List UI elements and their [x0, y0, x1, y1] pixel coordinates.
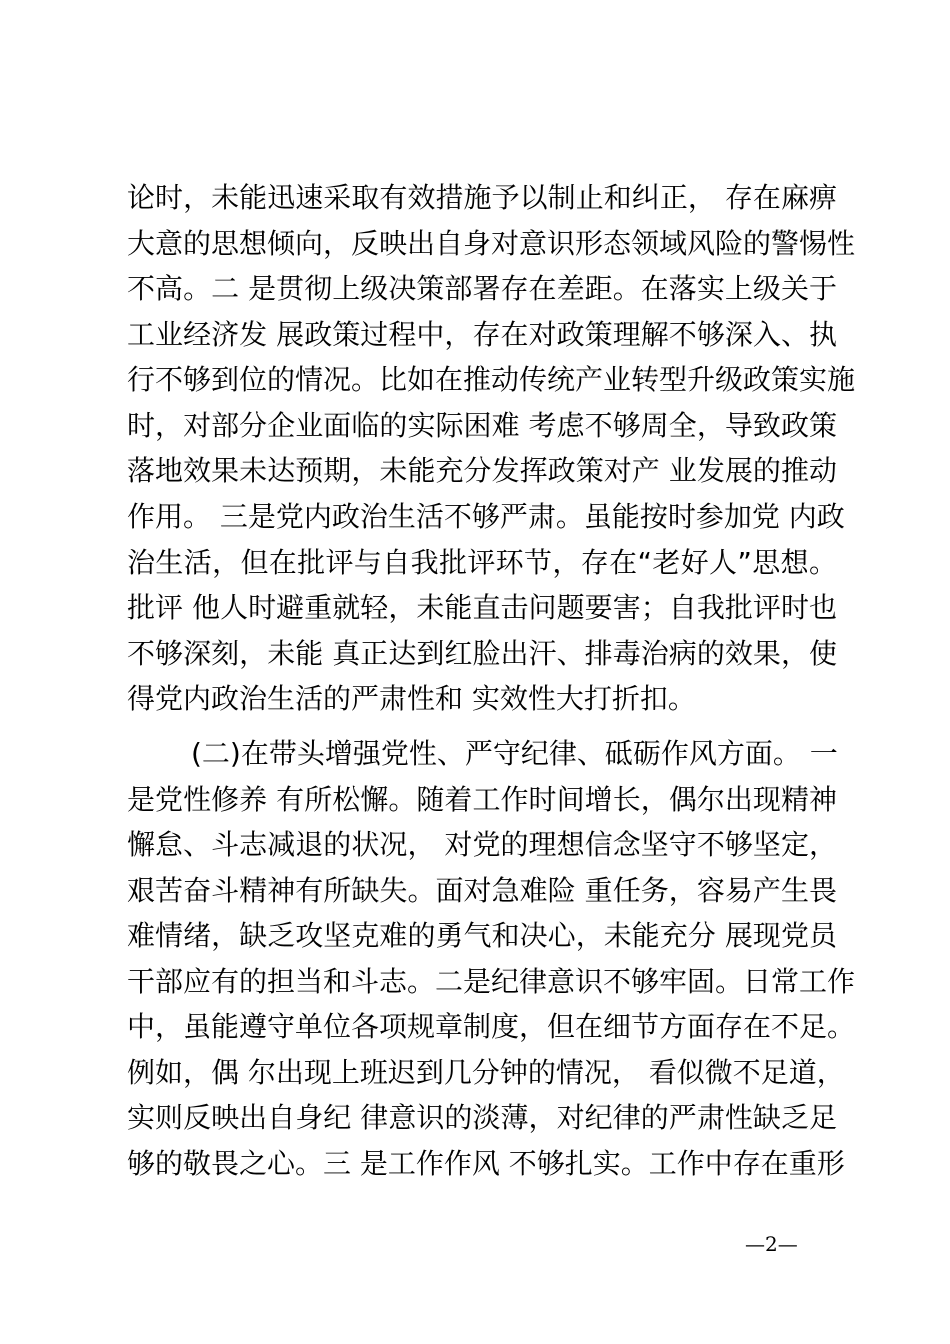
text-line: 论时，未能迅速采取有效措施予以制止和纠正， 存在麻痹	[127, 181, 837, 214]
text-line: 实则反映出自身纪 律意识的淡薄，对纪律的严肃性缺乏足	[127, 1101, 837, 1134]
text-line: 大意的思想倾向，反映出自身对意识形态领域风险的警惕性	[127, 227, 856, 260]
text-line: 批评 他人时避重就轻，未能直击问题要害；自我批评时也	[127, 591, 837, 624]
text-line: 够的敬畏之心。三 是工作作风 不够扎实。工作中存在重形	[127, 1147, 845, 1180]
text-line: 例如，偶 尔出现上班迟到几分钟的情况， 看似微不足道，	[127, 1056, 845, 1089]
text-line: 得党内政治生活的严肃性和 实效性大打折扣。	[127, 682, 696, 715]
text-line: 落地效果未达预期，未能充分发挥政策对产 业发展的推动	[127, 454, 837, 487]
text-line: 时，对部分企业面临的实际困难 考虑不够周全，导致政策	[127, 409, 837, 442]
page-number: —2—	[745, 1232, 798, 1256]
text-line: 不高。二 是贯彻上级决策部署存在差距。在落实上级关于	[127, 272, 837, 305]
text-line: 干部应有的担当和斗志。二是纪律意识不够牢固。日常工作	[127, 965, 856, 998]
text-line: 中，虽能遵守单位各项规章制度，但在细节方面存在不足。	[127, 1010, 856, 1043]
text-line: 行不够到位的情况。比如在推动传统产业转型升级政策实施	[127, 363, 856, 396]
text-line: 难情绪，缺乏攻坚克难的勇气和决心，未能充分 展现党员	[127, 919, 837, 952]
text-line: 艰苦奋斗精神有所缺失。面对急难险 重任务，容易产生畏	[127, 874, 837, 907]
text-line: 懈怠、斗志减退的状况， 对党的理想信念坚守不够坚定，	[127, 828, 837, 861]
text-line: 工业经济发 展政策过程中，存在对政策理解不够深入、执	[127, 318, 837, 351]
text-line: (二)在带头增强党性、严守纪律、砥砺作风方面。 一	[191, 737, 838, 770]
text-line: 治生活，但在批评与自我批评环节，存在“老好人”思想。	[127, 546, 837, 579]
text-line: 不够深刻，未能 真正达到红脸出汗、排毒治病的效果，使	[127, 637, 837, 670]
text-line: 是党性修养 有所松懈。随着工作时间增长，偶尔出现精神	[127, 783, 837, 816]
text-line: 作用。 三是党内政治生活不够严肃。虽能按时参加党 内政	[127, 500, 845, 533]
